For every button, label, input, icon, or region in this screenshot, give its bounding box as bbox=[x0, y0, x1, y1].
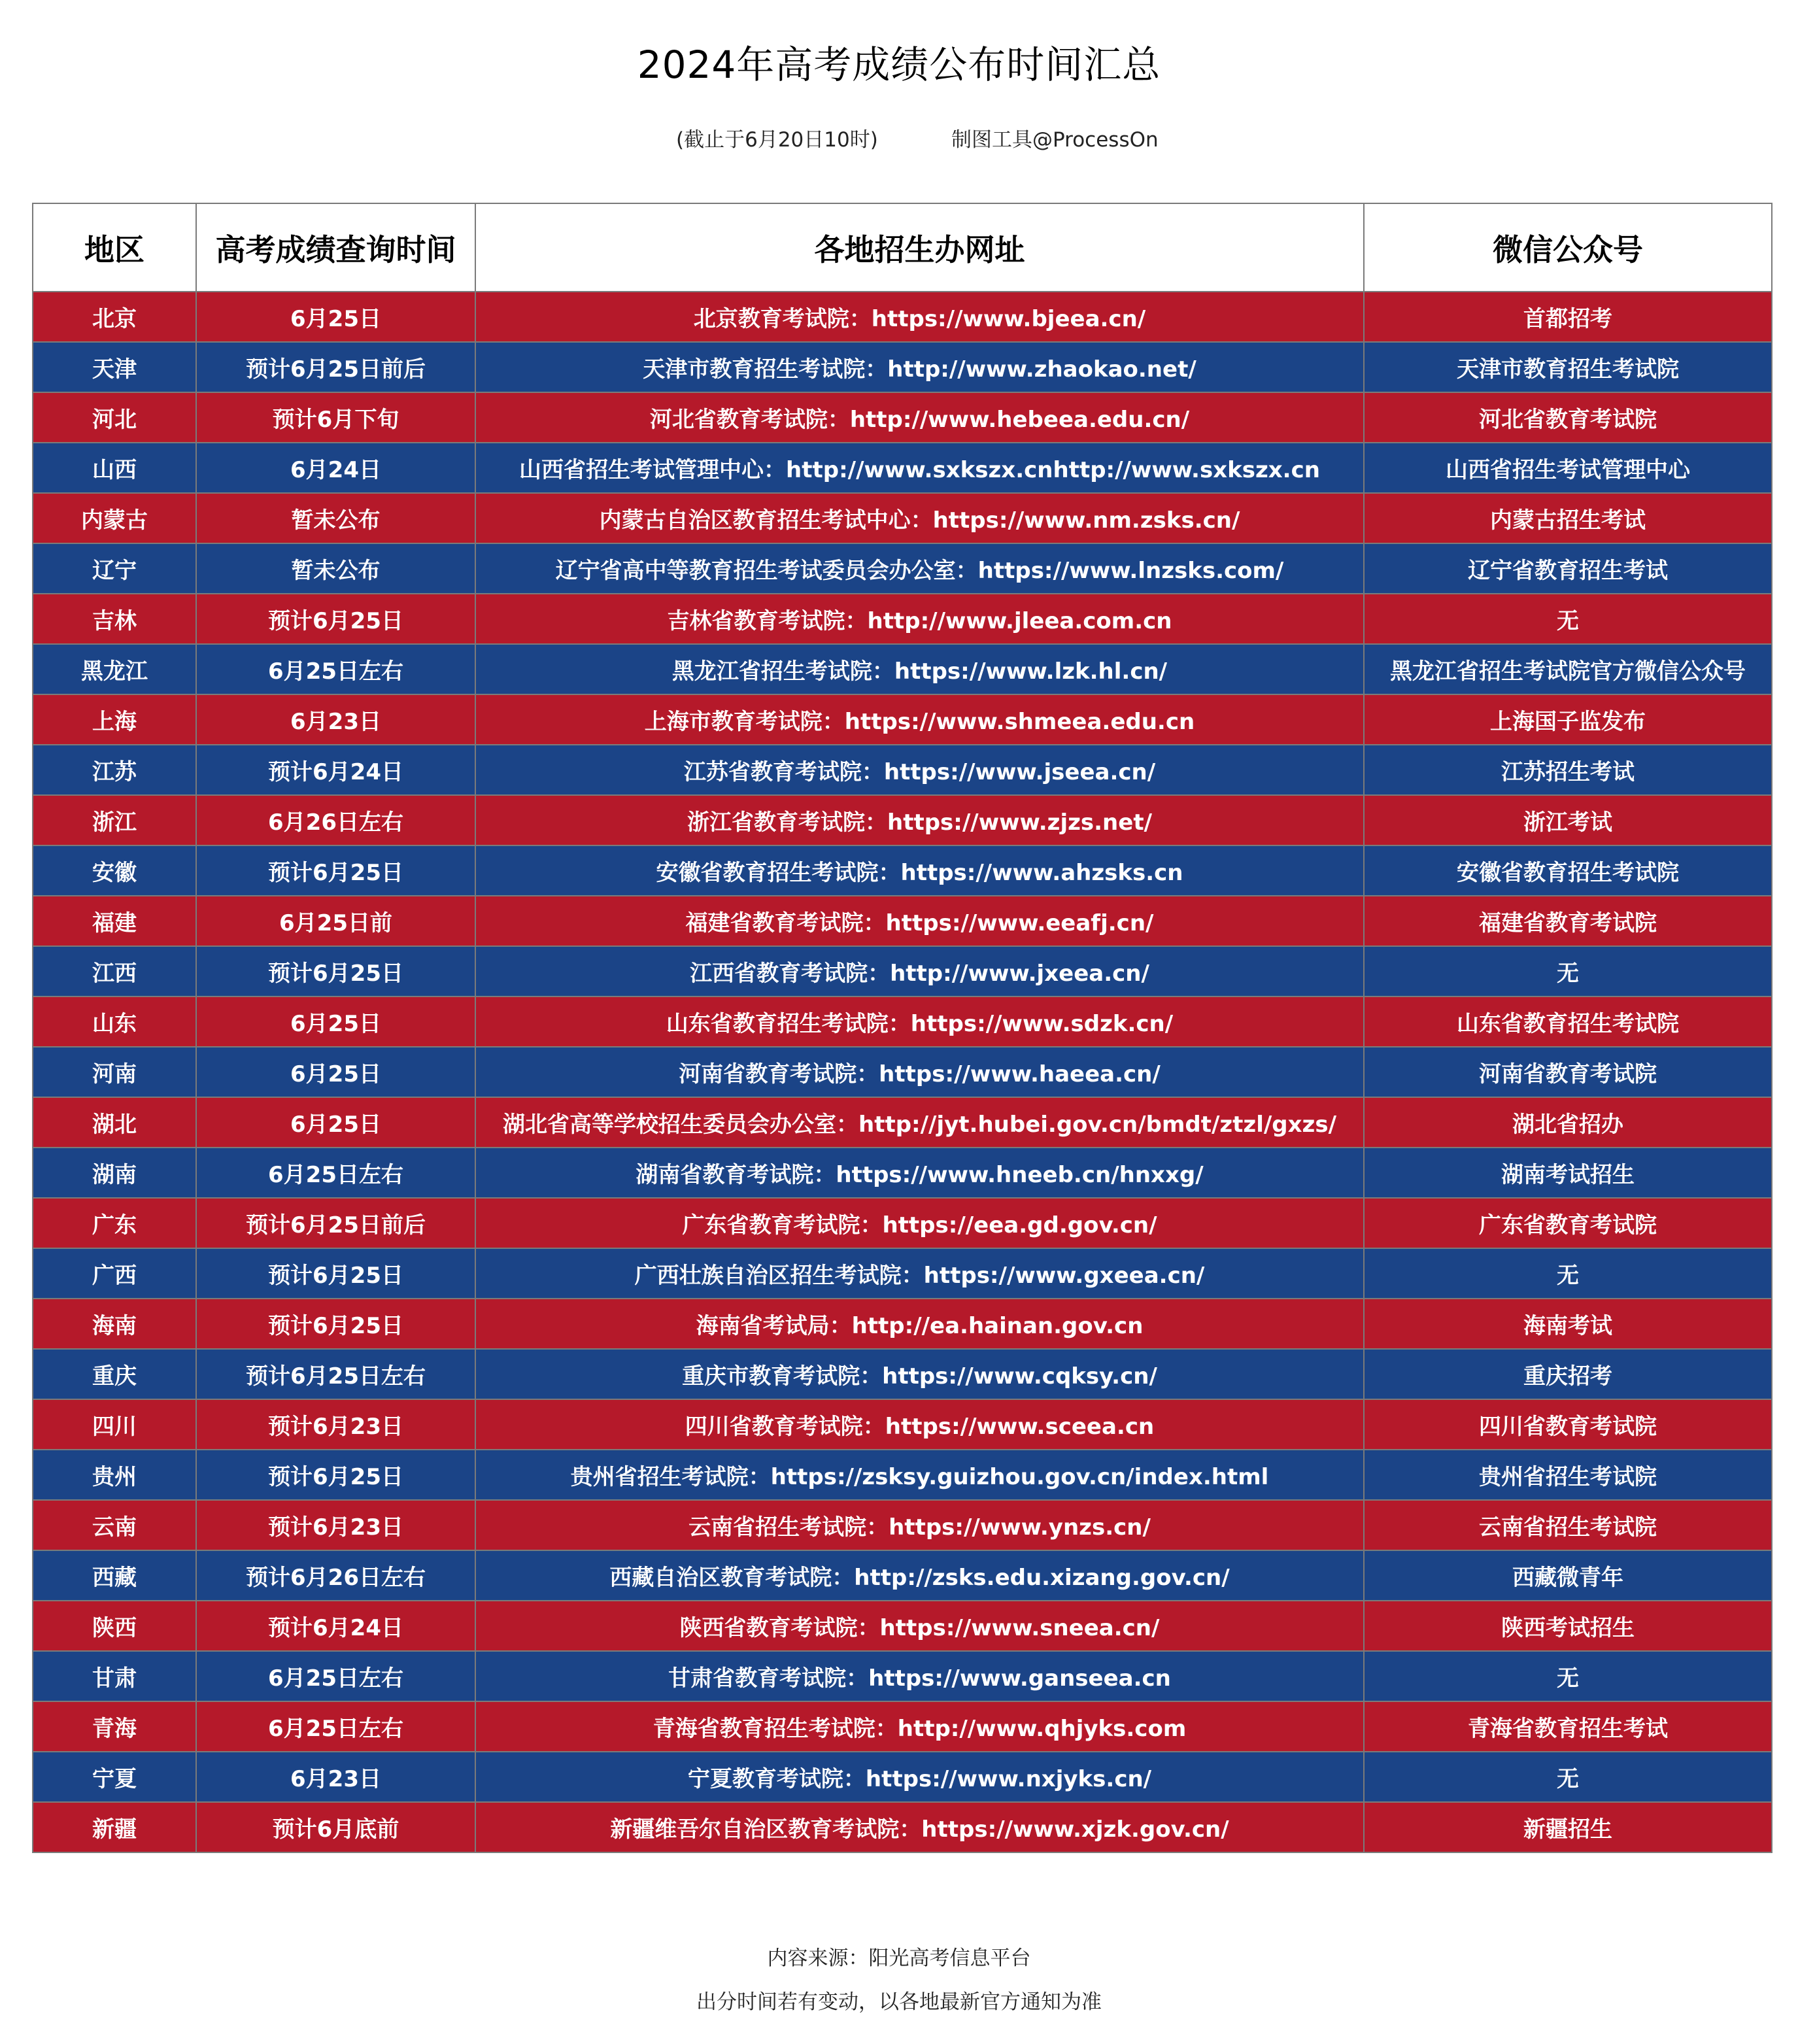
table-row bbox=[33, 443, 1772, 493]
cell-site: 广西壮族自治区招生考试院：https://www.gxeea.cn/ bbox=[475, 1248, 1364, 1299]
cell-site: 上海市教育考试院：https://www.shmeea.edu.cn bbox=[475, 694, 1364, 745]
cell-wechat: 无 bbox=[1364, 594, 1772, 644]
cell-region: 吉林 bbox=[33, 594, 196, 644]
cell-wechat: 新疆招生 bbox=[1364, 1802, 1772, 1852]
table-row bbox=[33, 745, 1772, 795]
cell-wechat: 重庆招考 bbox=[1364, 1349, 1772, 1399]
cell-wechat: 海南考试 bbox=[1364, 1299, 1772, 1349]
table-row bbox=[33, 1651, 1772, 1701]
cell-site: 湖北省高等学校招生委员会办公室：http://jyt.hubei.gov.cn/bmdt/ztzl/gxzs/ bbox=[475, 1097, 1364, 1148]
table-row bbox=[33, 1802, 1772, 1852]
cell-site: 甘肃省教育考试院：https://www.ganseea.cn bbox=[475, 1651, 1364, 1701]
cell-wechat: 山东省教育招生考试院 bbox=[1364, 996, 1772, 1047]
cell-time: 6月25日 bbox=[196, 1097, 475, 1148]
table-row bbox=[33, 946, 1772, 996]
cell-site: 湖南省教育考试院：https://www.hneeb.cn/hnxxg/ bbox=[475, 1148, 1364, 1198]
cell-wechat: 福建省教育考试院 bbox=[1364, 896, 1772, 946]
table-row bbox=[33, 1097, 1772, 1148]
table-row bbox=[33, 996, 1772, 1047]
table-row bbox=[33, 1299, 1772, 1349]
cell-time: 6月23日 bbox=[196, 694, 475, 745]
cell-wechat: 贵州省招生考试院 bbox=[1364, 1450, 1772, 1500]
cell-wechat: 河南省教育考试院 bbox=[1364, 1047, 1772, 1097]
cell-region: 广西 bbox=[33, 1248, 196, 1299]
cell-wechat: 湖南考试招生 bbox=[1364, 1148, 1772, 1198]
cell-region: 上海 bbox=[33, 694, 196, 745]
cell-site: 辽宁省高中等教育招生考试委员会办公室：https://www.lnzsks.com/ bbox=[475, 543, 1364, 594]
cell-site: 安徽省教育招生考试院：https://www.ahzsks.cn bbox=[475, 845, 1364, 896]
table-body bbox=[33, 292, 1772, 1852]
table-row bbox=[33, 493, 1772, 543]
cell-region: 青海 bbox=[33, 1701, 196, 1752]
cell-site: 河南省教育考试院：https://www.haeea.cn/ bbox=[475, 1047, 1364, 1097]
cell-wechat: 黑龙江省招生考试院官方微信公众号 bbox=[1364, 644, 1772, 694]
cell-site: 吉林省教育考试院：http://www.jleea.com.cn bbox=[475, 594, 1364, 644]
cell-region: 浙江 bbox=[33, 795, 196, 845]
cell-time: 预计6月25日 bbox=[196, 946, 475, 996]
cell-region: 河北 bbox=[33, 392, 196, 443]
tool-credit: 制图工具@ProcessOn bbox=[951, 128, 1159, 152]
cell-wechat: 辽宁省教育招生考试 bbox=[1364, 543, 1772, 594]
cell-region: 海南 bbox=[33, 1299, 196, 1349]
table-row bbox=[33, 1399, 1772, 1450]
cell-region: 湖南 bbox=[33, 1148, 196, 1198]
table-row bbox=[33, 644, 1772, 694]
cell-site: 江西省教育考试院：http://www.jxeea.cn/ bbox=[475, 946, 1364, 996]
cell-wechat: 无 bbox=[1364, 1248, 1772, 1299]
cell-site: 内蒙古自治区教育招生考试中心：https://www.nm.zsks.cn/ bbox=[475, 493, 1364, 543]
table-row bbox=[33, 1601, 1772, 1651]
cell-time: 预计6月25日 bbox=[196, 1248, 475, 1299]
cell-wechat: 青海省教育招生考试 bbox=[1364, 1701, 1772, 1752]
table-row bbox=[33, 543, 1772, 594]
cell-region: 黑龙江 bbox=[33, 644, 196, 694]
cell-site: 宁夏教育考试院：https://www.nxjyks.cn/ bbox=[475, 1752, 1364, 1802]
cell-time: 6月25日 bbox=[196, 996, 475, 1047]
cell-wechat: 天津市教育招生考试院 bbox=[1364, 342, 1772, 392]
cell-wechat: 河北省教育考试院 bbox=[1364, 392, 1772, 443]
cell-wechat: 浙江考试 bbox=[1364, 795, 1772, 845]
score-release-table bbox=[32, 203, 1773, 1853]
cell-region: 北京 bbox=[33, 292, 196, 342]
table-row bbox=[33, 1500, 1772, 1550]
cell-site: 天津市教育招生考试院：http://www.zhaokao.net/ bbox=[475, 342, 1364, 392]
cell-time: 预计6月25日 bbox=[196, 1450, 475, 1500]
cutoff-note: (截止于6月20日10时) bbox=[676, 128, 878, 152]
cell-region: 甘肃 bbox=[33, 1651, 196, 1701]
cell-region: 西藏 bbox=[33, 1550, 196, 1601]
cell-time: 6月25日 bbox=[196, 292, 475, 342]
cell-region: 山东 bbox=[33, 996, 196, 1047]
cell-time: 6月26日左右 bbox=[196, 795, 475, 845]
cell-time: 预计6月23日 bbox=[196, 1500, 475, 1550]
table-row bbox=[33, 845, 1772, 896]
cell-time: 暂未公布 bbox=[196, 493, 475, 543]
source-note: 内容来源：阳光高考信息平台 bbox=[767, 1947, 1031, 1970]
cell-region: 内蒙古 bbox=[33, 493, 196, 543]
cell-site: 河北省教育考试院：http://www.hebeea.edu.cn/ bbox=[475, 392, 1364, 443]
cell-time: 6月25日左右 bbox=[196, 1148, 475, 1198]
cell-site: 新疆维吾尔自治区教育考试院：https://www.xjzk.gov.cn/ bbox=[475, 1802, 1364, 1852]
cell-wechat: 上海国子监发布 bbox=[1364, 694, 1772, 745]
table-row bbox=[33, 1198, 1772, 1248]
table-row bbox=[33, 292, 1772, 342]
cell-region: 江苏 bbox=[33, 745, 196, 795]
cell-time: 预计6月25日 bbox=[196, 845, 475, 896]
cell-site: 青海省教育招生考试院：http://www.qhjyks.com bbox=[475, 1701, 1364, 1752]
cell-region: 山西 bbox=[33, 443, 196, 493]
cell-time: 6月25日前 bbox=[196, 896, 475, 946]
cell-wechat: 安徽省教育招生考试院 bbox=[1364, 845, 1772, 896]
table-row bbox=[33, 694, 1772, 745]
cell-wechat: 江苏招生考试 bbox=[1364, 745, 1772, 795]
table-row bbox=[33, 1148, 1772, 1198]
table-row bbox=[33, 1450, 1772, 1500]
cell-wechat: 四川省教育考试院 bbox=[1364, 1399, 1772, 1450]
cell-region: 福建 bbox=[33, 896, 196, 946]
subtitle bbox=[0, 123, 1798, 152]
table-row bbox=[33, 896, 1772, 946]
cell-site: 山东省教育招生考试院：https://www.sdzk.cn/ bbox=[475, 996, 1364, 1047]
table-row bbox=[33, 1752, 1772, 1802]
table-row bbox=[33, 1701, 1772, 1752]
cell-wechat: 首都招考 bbox=[1364, 292, 1772, 342]
cell-time: 6月24日 bbox=[196, 443, 475, 493]
cell-site: 海南省考试局：http://ea.hainan.gov.cn bbox=[475, 1299, 1364, 1349]
cell-wechat: 无 bbox=[1364, 1651, 1772, 1701]
cell-region: 四川 bbox=[33, 1399, 196, 1450]
cell-time: 6月25日左右 bbox=[196, 644, 475, 694]
cell-time: 预计6月23日 bbox=[196, 1399, 475, 1450]
cell-site: 北京教育考试院：https://www.bjeea.cn/ bbox=[475, 292, 1364, 342]
table-row bbox=[33, 1248, 1772, 1299]
cell-wechat: 无 bbox=[1364, 1752, 1772, 1802]
cell-site: 陕西省教育考试院：https://www.sneea.cn/ bbox=[475, 1601, 1364, 1651]
cell-time: 预计6月25日 bbox=[196, 594, 475, 644]
cell-site: 福建省教育考试院：https://www.eeafj.cn/ bbox=[475, 896, 1364, 946]
cell-region: 湖北 bbox=[33, 1097, 196, 1148]
table-row bbox=[33, 342, 1772, 392]
cell-time: 6月25日 bbox=[196, 1047, 475, 1097]
table-row bbox=[33, 1047, 1772, 1097]
cell-time: 预计6月25日前后 bbox=[196, 342, 475, 392]
cell-wechat: 山西省招生考试管理中心 bbox=[1364, 443, 1772, 493]
cell-time: 暂未公布 bbox=[196, 543, 475, 594]
cell-region: 新疆 bbox=[33, 1802, 196, 1852]
cell-wechat: 无 bbox=[1364, 946, 1772, 996]
cell-site: 贵州省招生考试院：https://zsksy.guizhou.gov.cn/index.html bbox=[475, 1450, 1364, 1500]
table-row bbox=[33, 795, 1772, 845]
cell-time: 预计6月26日左右 bbox=[196, 1550, 475, 1601]
cell-site: 西藏自治区教育考试院：http://zsks.edu.xizang.gov.cn/ bbox=[475, 1550, 1364, 1601]
header-wechat: 微信公众号 bbox=[1364, 203, 1772, 292]
cell-region: 广东 bbox=[33, 1198, 196, 1248]
cell-site: 云南省招生考试院：https://www.ynzs.cn/ bbox=[475, 1500, 1364, 1550]
cell-time: 预计6月25日前后 bbox=[196, 1198, 475, 1248]
cell-site: 江苏省教育考试院：https://www.jseea.cn/ bbox=[475, 745, 1364, 795]
table-row bbox=[33, 594, 1772, 644]
cell-time: 预计6月24日 bbox=[196, 745, 475, 795]
cell-site: 黑龙江省招生考试院：https://www.lzk.hl.cn/ bbox=[475, 644, 1364, 694]
cell-region: 贵州 bbox=[33, 1450, 196, 1500]
cell-time: 预计6月25日左右 bbox=[196, 1349, 475, 1399]
cell-time: 预计6月下旬 bbox=[196, 392, 475, 443]
cell-wechat: 云南省招生考试院 bbox=[1364, 1500, 1772, 1550]
header-time: 高考成绩查询时间 bbox=[196, 203, 475, 292]
cell-region: 辽宁 bbox=[33, 543, 196, 594]
cell-wechat: 内蒙古招生考试 bbox=[1364, 493, 1772, 543]
cell-region: 陕西 bbox=[33, 1601, 196, 1651]
cell-region: 云南 bbox=[33, 1500, 196, 1550]
cell-site: 山西省招生考试管理中心：http://www.sxkszx.cnhttp://www.sxkszx.cn bbox=[475, 443, 1364, 493]
cell-region: 重庆 bbox=[33, 1349, 196, 1399]
table-row bbox=[33, 1550, 1772, 1601]
cell-time: 6月25日左右 bbox=[196, 1701, 475, 1752]
cell-wechat: 广东省教育考试院 bbox=[1364, 1198, 1772, 1248]
cell-time: 预计6月24日 bbox=[196, 1601, 475, 1651]
header-site: 各地招生办网址 bbox=[475, 203, 1364, 292]
cell-time: 预计6月底前 bbox=[196, 1802, 475, 1852]
header-region: 地区 bbox=[33, 203, 196, 292]
cell-wechat: 湖北省招办 bbox=[1364, 1097, 1772, 1148]
cell-region: 天津 bbox=[33, 342, 196, 392]
cell-time: 6月25日左右 bbox=[196, 1651, 475, 1701]
page-title: 2024年高考成绩公布时间汇总 bbox=[637, 43, 1161, 87]
table-row bbox=[33, 1349, 1772, 1399]
cell-wechat: 陕西考试招生 bbox=[1364, 1601, 1772, 1651]
cell-region: 江西 bbox=[33, 946, 196, 996]
cell-site: 四川省教育考试院：https://www.sceea.cn bbox=[475, 1399, 1364, 1450]
cell-site: 广东省教育考试院：https://eea.gd.gov.cn/ bbox=[475, 1198, 1364, 1248]
table-header-row bbox=[33, 203, 1772, 292]
cell-time: 6月23日 bbox=[196, 1752, 475, 1802]
disclaimer-note: 出分时间若有变动，以各地最新官方通知为准 bbox=[696, 1990, 1102, 2014]
cell-site: 浙江省教育考试院：https://www.zjzs.net/ bbox=[475, 795, 1364, 845]
cell-time: 预计6月25日 bbox=[196, 1299, 475, 1349]
cell-site: 重庆市教育考试院：https://www.cqksy.cn/ bbox=[475, 1349, 1364, 1399]
cell-region: 安徽 bbox=[33, 845, 196, 896]
cell-region: 宁夏 bbox=[33, 1752, 196, 1802]
cell-region: 河南 bbox=[33, 1047, 196, 1097]
cell-wechat: 西藏微青年 bbox=[1364, 1550, 1772, 1601]
table-row bbox=[33, 392, 1772, 443]
